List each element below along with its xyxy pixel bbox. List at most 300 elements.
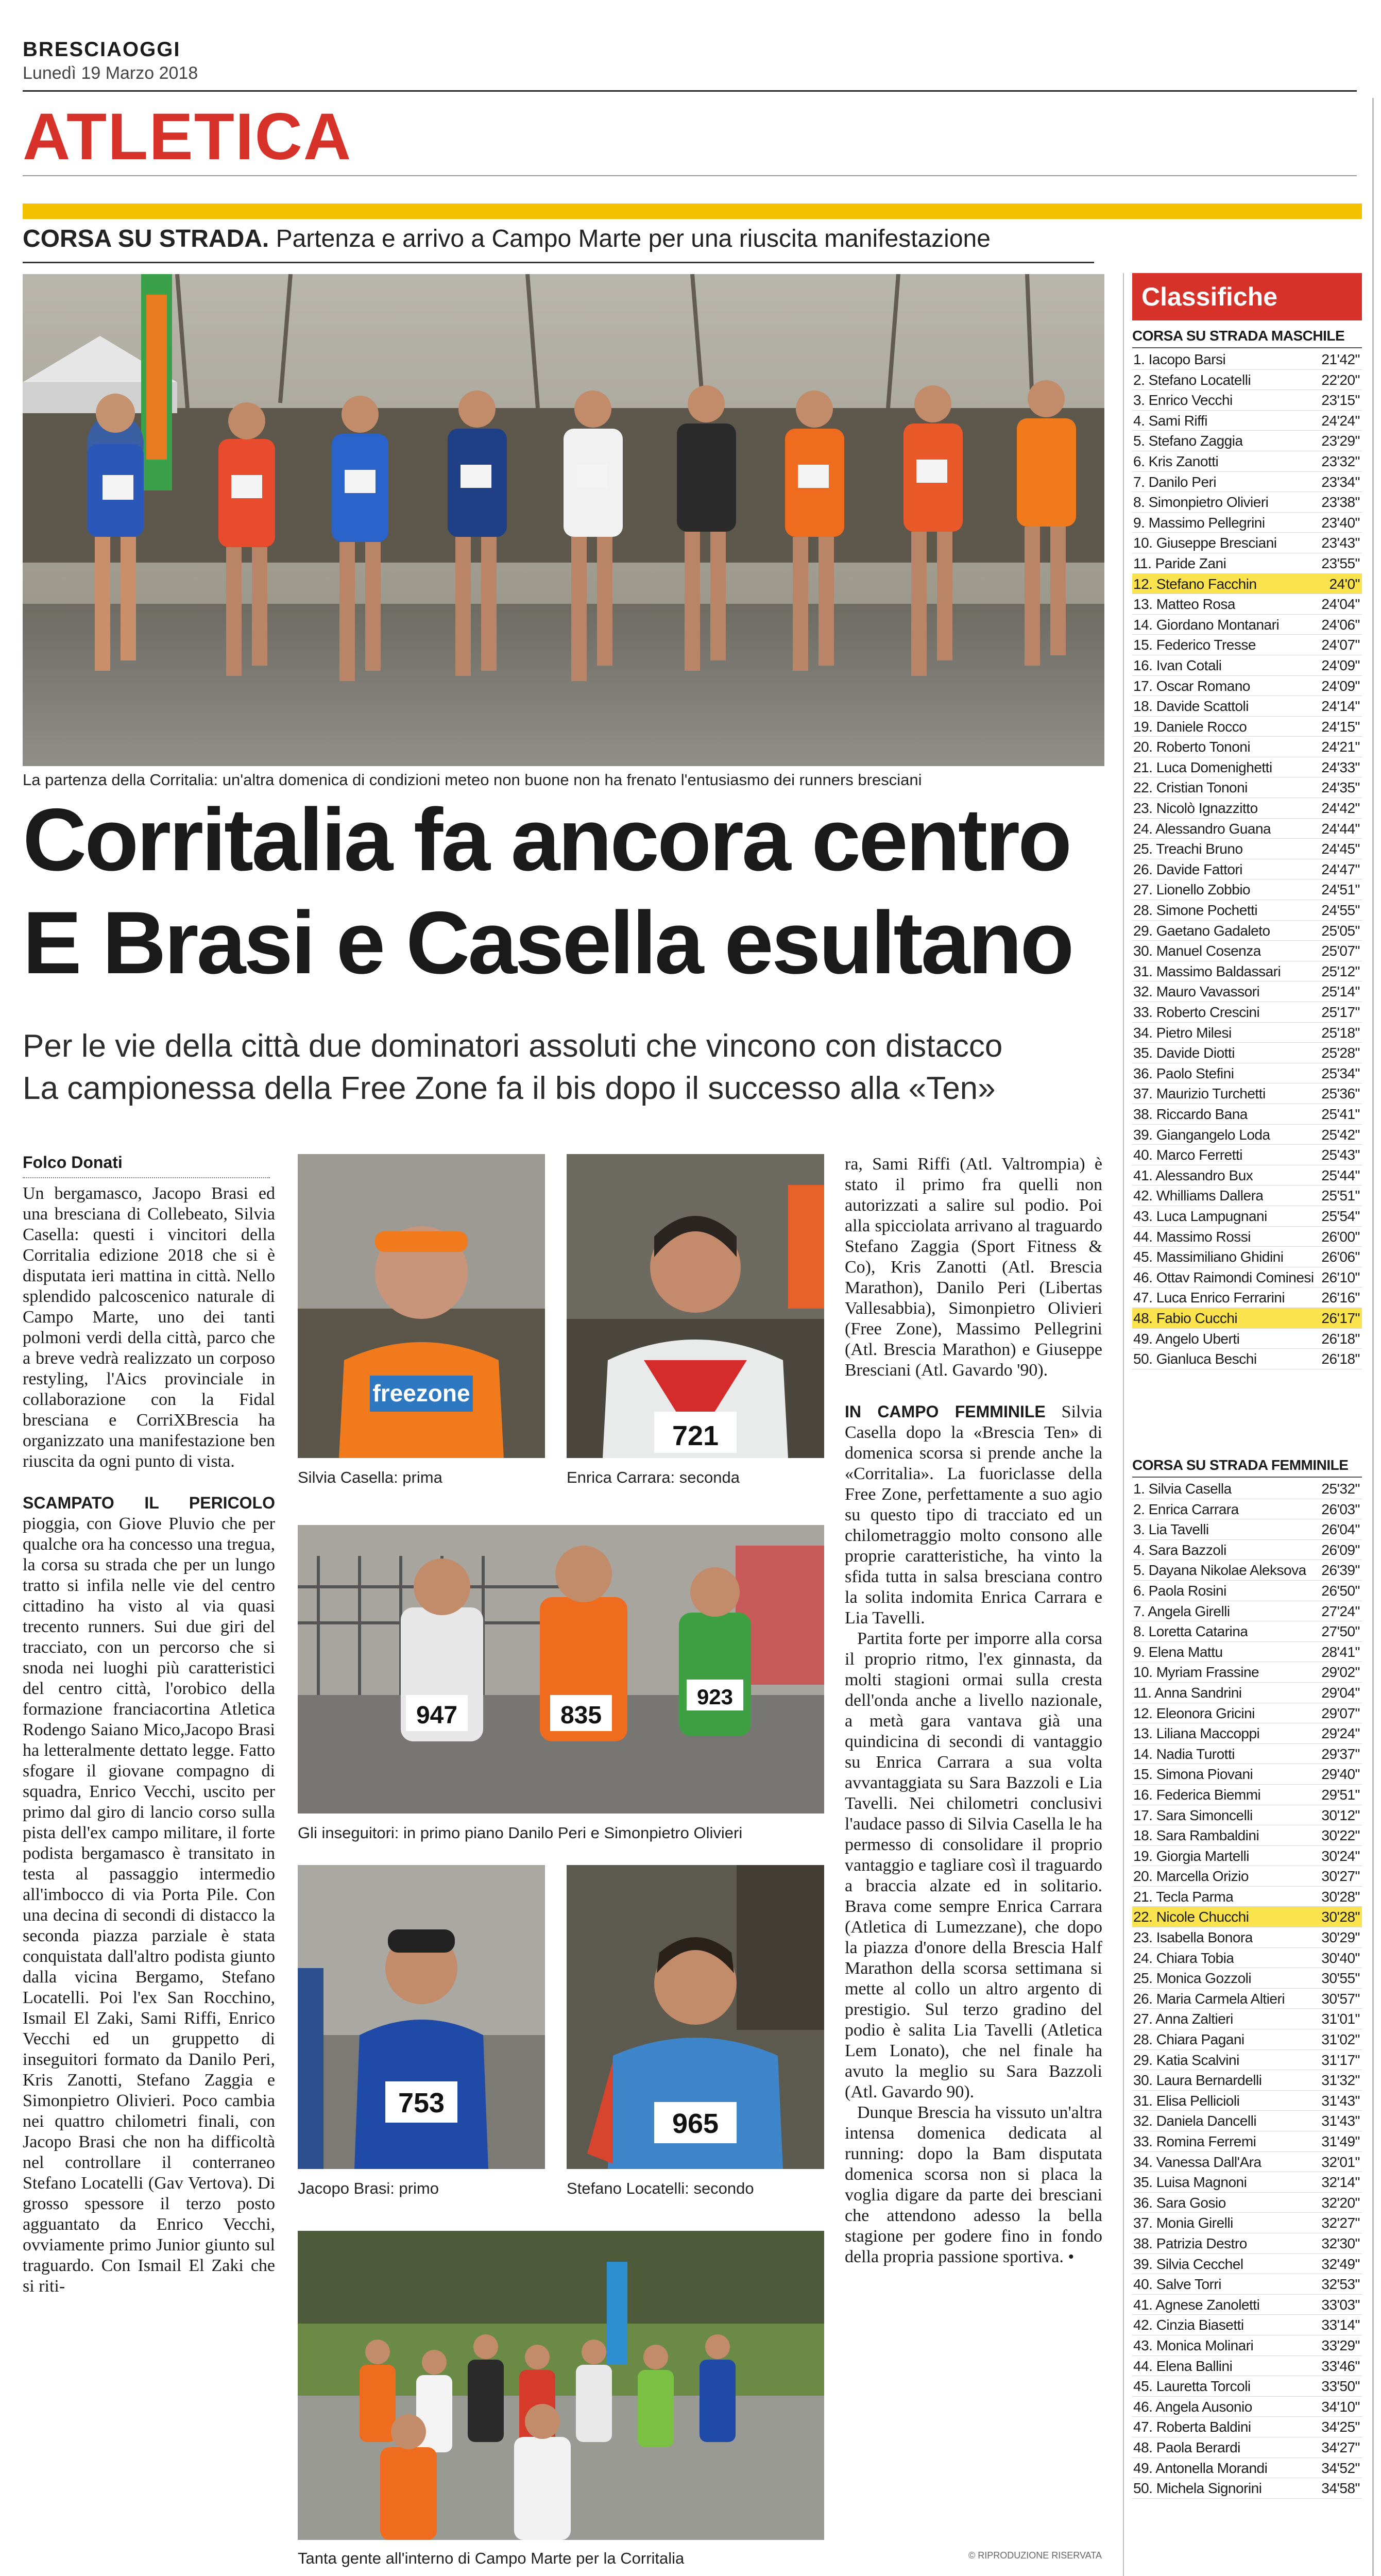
results-row	[1132, 513, 1362, 533]
runner-time: 24'09"	[1321, 677, 1360, 694]
results-row	[1132, 1887, 1362, 1907]
runner-name: 32. Mauro Vavassori	[1133, 984, 1260, 1000]
photo-caption: Gli inseguitori: in primo piano Danilo Peri e Simonpietro Olivieri	[298, 1824, 743, 1842]
results-sidebar-title: Classifiche	[1132, 273, 1362, 320]
runner-name: 35. Luisa Magnoni	[1133, 2174, 1247, 2191]
results-row	[1132, 533, 1362, 553]
results-row	[1132, 553, 1362, 574]
runner-name: 36. Paolo Stefini	[1133, 1065, 1234, 1081]
runner-name: 43. Luca Lampugnani	[1133, 1208, 1267, 1224]
results-row	[1132, 676, 1362, 697]
photo-crowd-campo-marte	[298, 2231, 824, 2540]
results-row	[1132, 370, 1362, 391]
runner-time: 23'38"	[1321, 494, 1360, 511]
runner-time: 30'28"	[1321, 1909, 1360, 1925]
results-row	[1132, 2111, 1362, 2131]
runner-time: 28'41"	[1321, 1643, 1360, 1660]
issue-date: Lunedì 19 Marzo 2018	[23, 63, 198, 83]
runner-time: 23'55"	[1321, 555, 1360, 571]
runner-name: 8. Simonpietro Olivieri	[1133, 494, 1269, 511]
runner-time: 34'58"	[1321, 2480, 1360, 2497]
results-row	[1132, 2172, 1362, 2193]
subheadline	[23, 1025, 1099, 1110]
results-row	[1132, 2254, 1362, 2275]
runner-time: 29'02"	[1321, 1664, 1360, 1681]
results-row	[1132, 737, 1362, 757]
results-row	[1132, 2356, 1362, 2377]
results-row	[1132, 1825, 1362, 1846]
runner-time: 21'42"	[1321, 351, 1360, 367]
runner-name: 2. Enrica Carrara	[1133, 1501, 1239, 1517]
runner-time: 25'17"	[1321, 1004, 1360, 1020]
results-row	[1132, 981, 1362, 1002]
main-photo-race-start	[23, 274, 1104, 766]
runner-name: 33. Romina Ferremi	[1133, 2133, 1256, 2149]
results-row	[1132, 2335, 1362, 2356]
runner-name: 23. Isabella Bonora	[1133, 1929, 1253, 1946]
runner-name: 43. Monica Molinari	[1133, 2337, 1254, 2353]
runner-name: 25. Treachi Bruno	[1133, 841, 1243, 857]
runner-name: 27. Anna Zaltieri	[1133, 2011, 1233, 2027]
photo-silvia-casella	[298, 1154, 545, 1458]
results-row	[1132, 594, 1362, 615]
runner-time: 32'01"	[1321, 2154, 1360, 2170]
results-row	[1132, 1267, 1362, 1288]
runner-name: 22. Cristian Tononi	[1133, 779, 1248, 796]
runner-name: 35. Davide Diotti	[1133, 1045, 1235, 1061]
bib-text: 947	[416, 1702, 458, 1729]
results-row	[1132, 777, 1362, 798]
results-row	[1132, 1083, 1362, 1104]
runner-time: 30'22"	[1321, 1827, 1360, 1844]
runner-name: 32. Daniela Dancelli	[1133, 2113, 1257, 2129]
article-paragraph: Dunque Brescia ha vissuto un'altra intensa domenica dedicata al running: dopo la Bam disputata domenica scorsa non si placa la voglia digare da parte dei bresciani che attendono adesso la bella stagione per godere fino in fondo della propria passione sportiva. •	[845, 2103, 1102, 2266]
results-row	[1132, 1206, 1362, 1227]
paragraph-lead: IN CAMPO FEMMINILE	[845, 1402, 1046, 1421]
runner-name: 12. Stefano Facchin	[1133, 575, 1257, 592]
runner-time: 25'42"	[1321, 1126, 1360, 1143]
results-row	[1132, 2295, 1362, 2315]
results-row	[1132, 1621, 1362, 1642]
runner-time: 31'17"	[1321, 2052, 1360, 2068]
runner-time: 23'32"	[1321, 453, 1360, 469]
runner-name: 24. Alessandro Guana	[1133, 820, 1271, 837]
runner-time: 24'42"	[1321, 800, 1360, 817]
runner-name: 18. Sara Rambaldini	[1133, 1827, 1259, 1844]
runner-name: 16. Federica Biemmi	[1133, 1786, 1261, 1803]
results-row	[1132, 1185, 1362, 1206]
runner-time: 24'35"	[1321, 779, 1360, 796]
results-row	[1132, 1519, 1362, 1540]
kicker-text: Partenza e arrivo a Campo Marte per una riuscita manifestazione	[269, 225, 991, 252]
runner-name: 15. Federico Tresse	[1133, 637, 1256, 653]
results-row	[1132, 1989, 1362, 2009]
female-results-list	[1132, 1479, 1362, 2499]
kicker-divider	[23, 262, 1094, 263]
runner-time: 30'27"	[1321, 1868, 1360, 1885]
runner-time: 25'12"	[1321, 963, 1360, 979]
runner-time: 30'40"	[1321, 1950, 1360, 1966]
runner-name: 29. Katia Scalvini	[1133, 2052, 1239, 2068]
runner-time: 33'50"	[1321, 2378, 1360, 2395]
runner-name: 16. Ivan Cotali	[1133, 657, 1222, 673]
runner-time: 33'29"	[1321, 2337, 1360, 2353]
male-results-list	[1132, 349, 1362, 1369]
paragraph-lead: SCAMPATO IL PERICOLO	[23, 1494, 275, 1512]
runner-name: 7. Angela Girelli	[1133, 1603, 1230, 1619]
runner-name: 13. Liliana Maccoppi	[1133, 1725, 1260, 1742]
results-row	[1132, 1744, 1362, 1765]
runner-name: 41. Agnese Zanoletti	[1133, 2296, 1260, 2313]
runner-name: 6. Kris Zanotti	[1133, 453, 1219, 469]
runner-name: 37. Maurizio Turchetti	[1133, 1086, 1266, 1102]
runner-time: 24'47"	[1321, 861, 1360, 877]
runner-name: 11. Paride Zani	[1133, 555, 1226, 571]
runner-time: 23'43"	[1321, 535, 1360, 551]
runner-time: 24'04"	[1321, 596, 1360, 613]
runner-time: 30'24"	[1321, 1848, 1360, 1864]
runner-name: 40. Marco Ferretti	[1133, 1147, 1242, 1163]
runner-name: 28. Simone Pochetti	[1133, 902, 1258, 919]
bib-text: 753	[398, 2088, 445, 2119]
runner-name: 5. Stefano Zaggia	[1133, 433, 1243, 449]
runner-name: 20. Roberto Tononi	[1133, 739, 1251, 755]
results-row	[1132, 1145, 1362, 1165]
results-row	[1132, 1785, 1362, 1805]
runner-name: 25. Monica Gozzoli	[1133, 1970, 1252, 1987]
results-row	[1132, 2437, 1362, 2458]
article-paragraph: ra, Sami Riffi (Atl. Valtrompia) è stato il primo fra quelli non autorizzati a salire sul podio. Poi alla spicciolata arrivano al traguardo Stefano Zaggia (Sport Fitness & Co), Kris Zanotti (Atl. Brescia Marathon), Danilo Peri (Libertas Vallesabbia), Simonpietro Olivieri (Free Zone), Massimo Pellegrini (Atl. Brescia Marathon) e Giuseppe Bresciani (Atl. Gavardo '90).	[845, 1155, 1102, 1380]
results-row	[1132, 961, 1362, 982]
runner-name: 5. Dayana Nikolae Aleksova	[1133, 1562, 1306, 1579]
runner-name: 26. Maria Carmela Altieri	[1133, 1990, 1285, 2007]
results-row	[1132, 1063, 1362, 1084]
runner-name: 30. Manuel Cosenza	[1133, 943, 1261, 959]
results-row	[1132, 2213, 1362, 2233]
results-row	[1132, 1581, 1362, 1601]
runner-name: 26. Davide Fattori	[1133, 861, 1242, 877]
runner-time: 34'25"	[1321, 2419, 1360, 2435]
runner-name: 47. Luca Enrico Ferrarini	[1133, 1290, 1285, 1306]
runner-time: 29'04"	[1321, 1684, 1360, 1701]
runner-name: 34. Pietro Milesi	[1133, 1024, 1232, 1041]
author-byline: Folco Donati	[23, 1153, 270, 1178]
runner-time: 26'04"	[1321, 1521, 1360, 1538]
runner-time: 32'30"	[1321, 2235, 1360, 2251]
runner-time: 24'44"	[1321, 820, 1360, 837]
runner-time: 25'14"	[1321, 984, 1360, 1000]
results-row	[1132, 451, 1362, 472]
runner-time: 30'57"	[1321, 1990, 1360, 2007]
runner-time: 34'27"	[1321, 2439, 1360, 2455]
article-paragraph: IN CAMPO FEMMINILE Silvia Casella dopo la «Brescia Ten» di domenica scorsa si prende anche la «Corritalia». La fuoriclasse della Free Zone, perfettamente a suo agio su questo tipo di tracciato ed un chilometraggio molto consono alle proprie caratteristiche, ha vinto la sfida tutta in salsa bresciana contro la solita indomita Enrica Carrara e Lia Tavelli.	[845, 1402, 1103, 1628]
runner-name: 8. Loretta Catarina	[1133, 1623, 1248, 1640]
runner-time: 24'24"	[1321, 412, 1360, 429]
results-row	[1132, 1703, 1362, 1724]
runner-time: 26'18"	[1321, 1351, 1360, 1367]
article-column-1	[23, 1183, 275, 2297]
results-row	[1132, 1846, 1362, 1867]
results-row	[1132, 1601, 1362, 1622]
photo-stefano-locatelli	[567, 1865, 824, 2169]
photo-caption: Jacopo Brasi: primo	[298, 2179, 439, 2197]
runner-name: 27. Lionello Zobbio	[1133, 882, 1251, 898]
results-row	[1132, 1125, 1362, 1145]
runner-time: 26'18"	[1321, 1330, 1360, 1347]
runner-name: 1. Silvia Casella	[1133, 1481, 1232, 1497]
results-row	[1132, 492, 1362, 513]
results-row	[1132, 2458, 1362, 2479]
results-row	[1132, 941, 1362, 961]
results-row	[1132, 349, 1362, 370]
results-row	[1132, 1329, 1362, 1349]
results-row	[1132, 1540, 1362, 1561]
runner-time: 22'20"	[1321, 371, 1360, 388]
photo-caption: Silvia Casella: prima	[298, 1468, 442, 1486]
runner-time: 31'02"	[1321, 2031, 1360, 2048]
bib-text: 721	[672, 1420, 719, 1451]
results-row	[1132, 798, 1362, 819]
runner-name: 2. Stefano Locatelli	[1133, 371, 1251, 388]
runner-name: 9. Massimo Pellegrini	[1133, 514, 1265, 531]
results-row	[1132, 1683, 1362, 1703]
runner-time: 26'06"	[1321, 1249, 1360, 1265]
runner-name: 47. Roberta Baldini	[1133, 2419, 1251, 2435]
results-row	[1132, 696, 1362, 717]
runner-time: 26'39"	[1321, 1562, 1360, 1579]
runner-name: 6. Paola Rosini	[1133, 1582, 1226, 1599]
runner-time: 31'43"	[1321, 2092, 1360, 2109]
results-row	[1132, 2274, 1362, 2295]
results-row	[1132, 1642, 1362, 1663]
runner-name: 4. Sara Bazzoli	[1133, 1541, 1226, 1558]
runner-name: 49. Angelo Uberti	[1133, 1330, 1240, 1347]
results-row	[1132, 2478, 1362, 2499]
results-row	[1132, 717, 1362, 737]
results-row	[1132, 2193, 1362, 2213]
runner-time: 25'34"	[1321, 1065, 1360, 1081]
runner-name: 23. Nicolò Ignazzitto	[1133, 800, 1258, 817]
runner-name: 39. Silvia Cecchel	[1133, 2256, 1243, 2272]
photo-jacopo-brasi	[298, 1865, 545, 2169]
bib-text: 835	[560, 1702, 602, 1729]
runner-time: 26'50"	[1321, 1582, 1360, 1599]
male-results-title: CORSA SU STRADA MASCHILE	[1132, 327, 1362, 348]
runner-name: 40. Salve Torri	[1133, 2276, 1221, 2293]
runner-time: 29'24"	[1321, 1725, 1360, 1742]
results-row	[1132, 1805, 1362, 1826]
runner-time: 26'16"	[1321, 1290, 1360, 1306]
bib-text: 923	[696, 1685, 734, 1709]
runner-time: 24'33"	[1321, 759, 1360, 775]
headline-line-1: Corritalia fa ancora centro	[23, 790, 1070, 889]
runner-time: 25'05"	[1321, 922, 1360, 939]
runner-name: 24. Chiara Tobia	[1133, 1950, 1234, 1966]
runner-name: 44. Elena Ballini	[1133, 2358, 1233, 2374]
results-row	[1132, 879, 1362, 900]
results-row	[1132, 757, 1362, 778]
results-row	[1132, 1764, 1362, 1785]
runner-time: 24'55"	[1321, 902, 1360, 919]
runner-time: 23'15"	[1321, 392, 1360, 409]
runner-name: 50. Michela Signorini	[1133, 2480, 1262, 2497]
headline-line-2: E Brasi e Casella esultano	[23, 893, 1072, 992]
article-paragraph: SCAMPATO IL PERICOLO pioggia, con Giove Pluvio che per qualche ora ha concesso una tregua, la corsa su strada che per un lungo tratto si infila nelle vie del centro cittadino ha visto al via quasi trecento runners. Sui due giri del tracciato, con un percorso che si snoda nei luoghi più caratteristici del centro città, l'orobico della formazione franciacortina Atletica Rodengo Saiano Mico,Jacopo Brasi ha letteralmente dettato legge. Fatto sfogare il giovane compagno di squadra, Enrico Vecchi, uscito per primo dal giro di lancio corso sulla pista dell'ex campo militare, il forte podista bergamasco è transitato in testa al passaggio intermedio all'imbocco di via Porta Pile. Con una decina di secondi di distacco la seconda piazza parziale è stata conquistata dall'altro podista giunto dalla vicina Bergamo, Stefano Locatelli. Poi l'ex San Rocchino, Ismail El Zaki, Sami Riffi, Enrico Vecchi ed un gruppetto di inseguitori formato da Danilo Peri, Kris Zanotti, Stefano Zaggia e Simonpietro Olivieri. Poco cambia nei quattro chilometri finali, con Jacopo Brasi che non ha difficoltà nel controllare il conterraneo Stefano Locatelli (Gav Vertova). Di grosso spessore il terzo posto agguantato da Enrico Vecchi, ovviamente primo Junior giunto sul traguardo. Con Ismail El Zaki che si riti-	[23, 1494, 275, 2296]
runner-time: 32'20"	[1321, 2194, 1360, 2211]
results-row	[1132, 574, 1362, 595]
runner-name: 42. Cinzia Biasetti	[1133, 2317, 1244, 2333]
article-column-2	[845, 1154, 1102, 2267]
copyright-notice: © RIPRODUZIONE RISERVATA	[968, 2550, 1102, 2561]
runner-name: 31. Elisa Pellicioli	[1133, 2092, 1240, 2109]
runner-name: 10. Giuseppe Bresciani	[1133, 535, 1277, 551]
article-paragraph: Un bergamasco, Jacopo Brasi ed una bresciana di Collebeato, Silvia Casella: questi i vincitori della Corritalia edizione 2018 che si è disputata ieri mattina in città. Nello splendido palcoscenico naturale di Campo Marte, uno dei tanti polmoni verdi della città, parco che a breve vedrà realizzato un corposo restyling, l'Aics provinciale in collaborazione con la Fidal bresciana e CorriXBrescia ha organizzato una manifestazione ben riuscita da ogni punto di vista.	[23, 1184, 275, 1471]
runner-name: 15. Simona Piovani	[1133, 1766, 1253, 1783]
runner-time: 34'10"	[1321, 2398, 1360, 2415]
results-row	[1132, 2376, 1362, 2397]
runner-name: 19. Giorgia Martelli	[1133, 1848, 1249, 1864]
results-row	[1132, 1968, 1362, 1989]
results-row	[1132, 859, 1362, 880]
runner-name: 38. Patrizia Destro	[1133, 2235, 1247, 2251]
results-row	[1132, 1723, 1362, 1744]
results-row	[1132, 819, 1362, 839]
results-row	[1132, 1104, 1362, 1125]
results-row	[1132, 2070, 1362, 2091]
results-row	[1132, 2091, 1362, 2111]
bib-text: 965	[672, 2108, 719, 2139]
photo-enrica-carrara	[567, 1154, 824, 1458]
results-row	[1132, 900, 1362, 921]
runner-time: 24'09"	[1321, 657, 1360, 673]
page-edge-divider	[1372, 98, 1374, 2576]
runner-time: 26'10"	[1321, 1269, 1360, 1285]
runner-name: 45. Massimiliano Ghidini	[1133, 1249, 1284, 1265]
runner-time: 23'34"	[1321, 473, 1360, 490]
runner-time: 29'40"	[1321, 1766, 1360, 1783]
runner-name: 17. Oscar Romano	[1133, 677, 1250, 694]
runner-name: 12. Eleonora Gricini	[1133, 1705, 1255, 1721]
runner-name: 30. Laura Bernardelli	[1133, 2072, 1262, 2089]
results-row	[1132, 2397, 1362, 2417]
results-row	[1132, 2315, 1362, 2335]
runner-time: 25'07"	[1321, 943, 1360, 959]
runner-name: 19. Daniele Rocco	[1133, 718, 1247, 735]
runner-time: 31'32"	[1321, 2072, 1360, 2089]
runner-name: 39. Giangangelo Loda	[1133, 1126, 1270, 1143]
kicker-label: CORSA SU STRADA.	[23, 225, 269, 252]
runner-name: 31. Massimo Baldassari	[1133, 963, 1281, 979]
runner-name: 29. Gaetano Gadaleto	[1133, 922, 1270, 939]
results-row	[1132, 1308, 1362, 1329]
results-row	[1132, 615, 1362, 635]
runner-name: 14. Giordano Montanari	[1133, 616, 1280, 633]
runner-name: 38. Riccardo Bana	[1133, 1106, 1248, 1122]
runner-name: 3. Enrico Vecchi	[1133, 392, 1233, 409]
runner-time: 24'06"	[1321, 616, 1360, 633]
runner-time: 25'28"	[1321, 1045, 1360, 1061]
runner-time: 33'46"	[1321, 2358, 1360, 2374]
results-row	[1132, 2131, 1362, 2152]
runner-time: 24'21"	[1321, 739, 1360, 755]
results-row	[1132, 2152, 1362, 2173]
results-row	[1132, 472, 1362, 493]
results-row	[1132, 1287, 1362, 1308]
runner-name: 20. Marcella Orizio	[1133, 1868, 1249, 1885]
runner-name: 21. Luca Domenighetti	[1133, 759, 1272, 775]
runner-name: 48. Fabio Cucchi	[1133, 1310, 1238, 1326]
results-row	[1132, 839, 1362, 859]
photo-pursuers	[298, 1525, 824, 1814]
results-row	[1132, 411, 1362, 431]
results-row	[1132, 431, 1362, 451]
headline	[23, 788, 1099, 994]
results-row	[1132, 2050, 1362, 2071]
runner-time: 30'29"	[1321, 1929, 1360, 1946]
runner-time: 30'28"	[1321, 1888, 1360, 1905]
photo-caption: Enrica Carrara: seconda	[567, 1468, 740, 1486]
female-results-title: CORSA SU STRADA FEMMINILE	[1132, 1456, 1362, 1478]
main-photo-caption: La partenza della Corritalia: un'altra domenica di condizioni meteo non buone non ha frenato l'entusiasmo dei runners bresciani	[23, 771, 922, 789]
masthead	[23, 38, 1357, 92]
subheadline-line-1: Per le vie della città due dominatori assoluti che vincono con distacco	[23, 1028, 1003, 1064]
runner-time: 26'03"	[1321, 1501, 1360, 1517]
article-paragraph: Partita forte per imporre alla corsa il proprio ritmo, l'ex ginnasta, da molti stagioni ormai sulla cresta dell'onda anche a livello nazionale, a metà gara vantava già una quindicina di secondi di vantaggio su Enrica Carrara a sua volta avvantaggiata su Sara Bazzoli e Lia Tavelli. Nei chilometri conclusivi l'audace passo di Silvia Casella le ha permesso di consolidare il proprio vantaggio e tagliare così il traguardo a braccia alzate ed in solitario. Brava come sempre Enrica Carrara (Atletica di Lumezzane), che dopo la piazza d'onore della Brescia Half Marathon della scorsa settimana si mette al collo un altro argento di prestigio. Sul terzo gradino del podio è salita Lia Tavelli (Atletica Lem Lonato), che nel finale ha avuto la meglio su Sara Bazzoli (Atl. Gavardo 90).	[845, 1629, 1102, 2102]
runner-time: 25'36"	[1321, 1086, 1360, 1102]
runner-name: 34. Vanessa Dall'Ara	[1133, 2154, 1261, 2170]
results-row	[1132, 1560, 1362, 1581]
results-row	[1132, 1349, 1362, 1369]
runner-time: 27'24"	[1321, 1603, 1360, 1619]
runner-time: 25'32"	[1321, 1481, 1360, 1497]
runner-name: 50. Gianluca Beschi	[1133, 1351, 1257, 1367]
runner-name: 11. Anna Sandrini	[1133, 1684, 1242, 1701]
results-row	[1132, 1927, 1362, 1948]
runner-time: 31'01"	[1321, 2011, 1360, 2027]
runner-time: 32'27"	[1321, 2215, 1360, 2231]
photo-caption: Tanta gente all'interno di Campo Marte per la Corritalia	[298, 2549, 685, 2567]
runner-time: 30'55"	[1321, 1970, 1360, 1987]
runner-time: 25'51"	[1321, 1188, 1360, 1204]
runner-time: 29'51"	[1321, 1786, 1360, 1803]
kicker	[23, 223, 1104, 255]
results-row	[1132, 1247, 1362, 1267]
runner-name: 14. Nadia Turotti	[1133, 1745, 1235, 1762]
runner-time: 33'14"	[1321, 2317, 1360, 2333]
runner-time: 29'07"	[1321, 1705, 1360, 1721]
runner-name: 3. Lia Tavelli	[1133, 1521, 1209, 1538]
runner-name: 9. Elena Mattu	[1133, 1643, 1223, 1660]
runner-time: 24'07"	[1321, 637, 1360, 653]
runner-name: 33. Roberto Crescini	[1133, 1004, 1260, 1020]
results-row	[1132, 1043, 1362, 1063]
runner-name: 7. Danilo Peri	[1133, 473, 1217, 490]
runner-time: 24'14"	[1321, 698, 1360, 715]
runner-name: 44. Massimo Rossi	[1133, 1228, 1251, 1245]
runner-time: 23'40"	[1321, 514, 1360, 531]
newspaper-name: BRESCIAOGGI	[23, 38, 181, 61]
runner-name: 22. Nicole Chucchi	[1133, 1909, 1249, 1925]
results-row	[1132, 1948, 1362, 1969]
runner-name: 17. Sara Simoncelli	[1133, 1807, 1253, 1823]
runner-name: 4. Sami Riffi	[1133, 412, 1207, 429]
runner-name: 46. Ottav Raimondi Cominesi	[1133, 1269, 1314, 1285]
results-row	[1132, 390, 1362, 411]
results-row	[1132, 635, 1362, 655]
results-row	[1132, 2029, 1362, 2050]
section-divider	[23, 175, 1357, 176]
runner-name: 49. Antonella Morandi	[1133, 2460, 1268, 2476]
